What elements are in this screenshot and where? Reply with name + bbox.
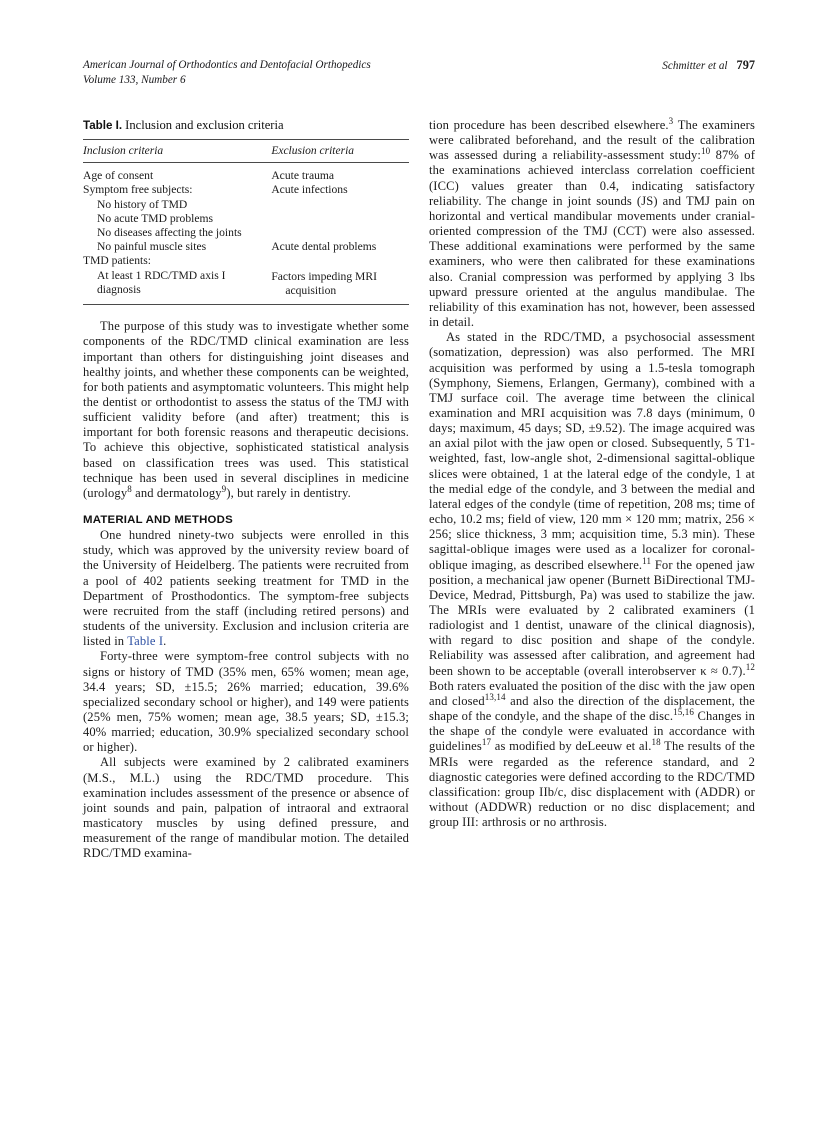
paragraph-mri-a: As stated in the RDC/TMD, a psychosocial assessment (somatization, depression) was also performed. The MRI acquisition was performed by using a 1.5-tesla tomograph (Symphony, Siemens, Erlangen, Germany), combined with a TMJ surface coil. The average time between the clinical examination and MRI acquisition was 7.8 days (minimum, 0 days; maximum, 45 days; SD, ±9.52). The image acquired was an axial pilot with the jaw open or closed. Subsequently, 5 T1-weighted, fast, low-angle shot, 2-dimensional sagittal-oblique slices were obtained, 1 at the lateral edge of the condyle, 1 at the medial edge of the condyle, and 3 between the medial and lateral edges of the condyle (time of repetition, 208 ms; time of echo, 10.2 ms; field of view, 120 mm × 120 mm; matrix, 256 × 256; slice thickness, 3 mm; acquisition time, 5.3 min). These sagittal-oblique images were used as a localizer for coronal-oblique imaging, as described elsewhere. bbox=[429, 330, 755, 572]
criteria-table bbox=[83, 139, 409, 298]
table-header-row bbox=[83, 140, 409, 163]
reference-marker-9: 9 bbox=[221, 483, 227, 494]
reference-marker-17: 17 bbox=[481, 737, 492, 748]
table-row bbox=[83, 163, 409, 299]
table-cross-reference[interactable]: Table I bbox=[127, 634, 164, 649]
page-number: 797 bbox=[736, 58, 755, 72]
reference-marker-15-16: 15,16 bbox=[673, 706, 695, 717]
inclusion-item-5: No painful muscle sites bbox=[97, 240, 207, 254]
inclusion-item-2: No history of TMD bbox=[97, 197, 188, 211]
article-body bbox=[83, 115, 755, 1058]
table-head bbox=[83, 140, 409, 163]
journal-title-block bbox=[83, 58, 371, 88]
column-header-inclusion: Inclusion criteria bbox=[83, 140, 271, 163]
inclusion-item-0: Age of consent bbox=[83, 169, 154, 183]
paragraph-purpose bbox=[83, 319, 409, 501]
column-right bbox=[429, 115, 755, 830]
paragraph-subjects-text-b: . bbox=[163, 634, 167, 649]
journal-volume-issue: Volume 133, Number 6 bbox=[83, 74, 186, 86]
table-bottom-rule bbox=[83, 304, 409, 305]
paragraph-mri-d: and also the direction of the displacement, the shape of the condyle, and the shape of the disc. bbox=[429, 693, 755, 724]
table-label: Table I. bbox=[83, 119, 123, 132]
table-body bbox=[83, 163, 409, 299]
reference-marker-18: 18 bbox=[651, 737, 661, 748]
paragraph-subjects-text-a: One hundred ninety-two subjects were enrolled in this study, which was approved by the university review board of the University of Heidelberg. The patients were recruited from a pool of 402 patients seeking treatment for TMD in the Department of Prosthodontics. The symptom-free subjects were recruited from the staff (including retired persons) and students of the university. Exclusion and inclusion criteria are listed in bbox=[83, 528, 409, 649]
reference-marker-12: 12 bbox=[745, 661, 755, 672]
paragraph-mri bbox=[429, 330, 755, 830]
inclusion-cell bbox=[83, 163, 271, 299]
paragraph-purpose-text: The purpose of this study was to investigate whether some components of the RDC/TMD clinical examination are less important than others for distinguishing joint diseases and healthy joints, and whether these components can be weighted, for both patients and asymptomatic volunteers. This might help the dentist or orthodontist to assess the status of the TMJ with sufficient validity before (and after) treatment; this is important for both forensic reasons and therapeutic decisions. To achieve this objective, sophisticated statistical analysis based on classification trees was used. This statistical technique has been used in several disciplines in medicine (urology bbox=[83, 319, 409, 500]
paragraph-subjects bbox=[83, 528, 409, 649]
table-title: Inclusion and exclusion criteria bbox=[125, 118, 284, 132]
exclusion-item-3: Factors impeding MRI bbox=[271, 269, 377, 283]
exclusion-spacer-1 bbox=[271, 198, 409, 240]
running-head bbox=[83, 58, 755, 88]
inclusion-item-3: No acute TMD problems bbox=[97, 211, 214, 225]
paragraph-mri-c: Both raters evaluated the position of the disc with the jaw open and closed bbox=[429, 678, 755, 708]
inclusion-item-4: No diseases affecting the joints bbox=[97, 226, 242, 240]
exclusion-item-4: acquisition bbox=[285, 284, 337, 298]
paragraph-demographics: Forty-three were symptom-free control subjects with no signs or history of TMD (35% men, 65% women; mean age, 34.4 years; SD, ±15.5; 26% married; education, 39.6% specialized secondary school or higher), and 149 were patients (25% men, 75% women; mean age, 38.5 years; SD, ±15.3; 40% married; education, 30.9% specialized secondary school or higher). bbox=[83, 649, 409, 755]
paragraph-mri-e: Changes in the shape of the condyle were evaluated in accordance with guidelines bbox=[429, 709, 755, 754]
paragraph-calibration bbox=[429, 115, 755, 330]
reference-marker-3: 3 bbox=[668, 115, 674, 126]
running-head-right bbox=[662, 58, 755, 74]
section-heading-material-and-methods: MATERIAL AND METHODS bbox=[83, 514, 233, 527]
exclusion-item-2: Acute dental problems bbox=[271, 239, 377, 253]
paragraph-mri-f: as modified by deLeeuw et al. bbox=[491, 739, 652, 754]
reference-marker-13-14: 13,14 bbox=[484, 691, 506, 702]
exclusion-item-0: Acute trauma bbox=[271, 169, 335, 183]
journal-title: American Journal of Orthodontics and Dentofacial Orthopedics bbox=[83, 59, 371, 71]
exclusion-spacer-2 bbox=[271, 254, 409, 270]
reference-marker-8: 8 bbox=[127, 483, 132, 494]
inclusion-item-7: At least 1 RDC/TMD axis I diagnosis bbox=[97, 268, 226, 296]
paragraph-mri-b: For the opened jaw position, a mechanical jaw opener (Burnett BiDirectional TMJ-Device, Medrad, Pittsburgh, Pa) was used to stabilize the jaw. The MRIs were evaluated by 2 calibrated examiners (1 radiologist and 1 dentist, unaware of the clinical diagnosis), with regard to disc position and shape of the condyle. Reliability was assessed after calibration, and agreement had been shown to be acceptable (overall interobserver κ ≈ 0.7). bbox=[429, 557, 755, 678]
column-left bbox=[83, 118, 409, 862]
inclusion-item-1: Symptom free subjects: bbox=[83, 183, 193, 197]
paragraph-examination: All subjects were examined by 2 calibrated examiners (M.S., M.L.) using the RDC/TMD procedure. This examination includes assessment of the presence or absence of joint sounds and pain, palpation of intraoral and extraoral masticatory muscles by using defined pressure, and measurement of the range of mandibular motion. The detailed RDC/TMD examina- bbox=[83, 755, 409, 861]
exclusion-item-1: Acute infections bbox=[271, 183, 348, 197]
paragraph-calibration-a: tion procedure has been described elsewhere. bbox=[429, 118, 669, 132]
paragraph-calibration-b: The examiners were calibrated beforehand, and the result of the calibration was assessed during a reliability-assessment study: bbox=[429, 118, 755, 163]
paragraph-purpose-mid: and dermatology bbox=[131, 485, 222, 500]
reference-marker-11: 11 bbox=[642, 555, 652, 566]
paragraph-mri-g: The results of the MRIs were regarded as the reference standard, and 2 diagnostic categories were defined according to the RDC/TMD classification: group IIb/c, disc displacement with (ADDR) or without (ADDWR) reduction or no disc displacement; and group III: arthrosis or no arthrosis. bbox=[429, 739, 755, 830]
paragraph-calibration-c: 87% of the examinations achieved interclass correlation coefficient (ICC) values greater than 0.4, indicating satisfactory reliability. The change in joint sounds (JS) and TMJ pain on horizontal and vertical mandibular movements under cranial-oriented compression of the TMJ (CCT) were also assessed. These additional examinations were performed by the same examiners, who were then calibrated for these examinations also. Cranial compression was performed by applying 3 lbs upward pressure oriented at the angulus mandibulae. The reliability of this examination has not, however, been assessed in detail. bbox=[429, 148, 755, 330]
paragraph-purpose-end: ), but rarely in dentistry. bbox=[226, 485, 351, 500]
running-head-authors: Schmitter et al bbox=[662, 60, 728, 72]
table-1 bbox=[83, 118, 409, 305]
table-caption bbox=[83, 118, 409, 133]
column-header-exclusion: Exclusion criteria bbox=[271, 140, 409, 163]
reference-marker-10: 10 bbox=[701, 146, 711, 157]
inclusion-item-6: TMD patients: bbox=[83, 254, 151, 268]
exclusion-cell bbox=[271, 163, 409, 299]
